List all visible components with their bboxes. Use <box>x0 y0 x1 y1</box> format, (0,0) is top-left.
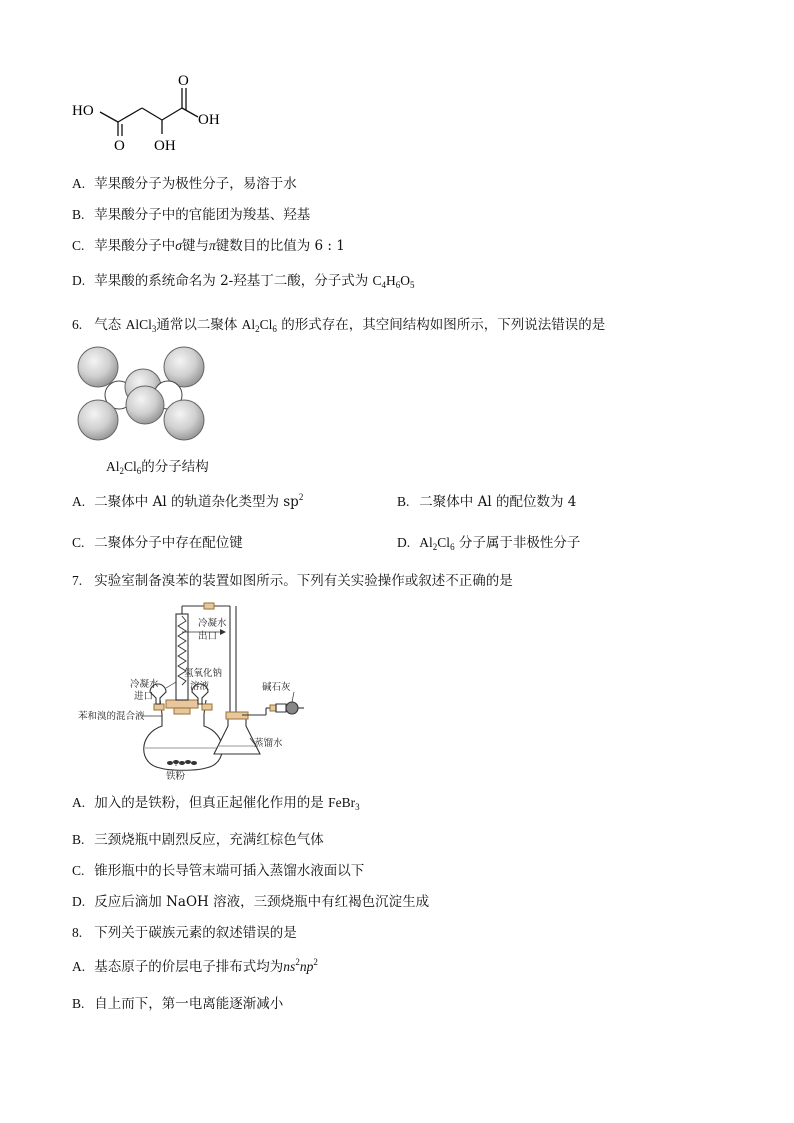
option-text: 反应后滴加 NaOH 溶液，三颈烧瓶中有红褐色沉淀生成 <box>94 894 430 910</box>
bromobenzene-apparatus <box>70 596 310 786</box>
stem-text: 通常以二聚体 <box>156 317 242 333</box>
option-label: B. <box>397 494 410 509</box>
q6-option-d[interactable] <box>397 531 580 552</box>
option-label: B. <box>72 996 85 1011</box>
stem-text: 实验室制备溴苯的装置如图所示。下列有关实验操作或叙述不正确的是 <box>94 573 513 589</box>
option-text-pre: 苹果酸的系统命名为 2-羟基丁二酸，分子式为 <box>94 273 373 289</box>
stopper <box>174 708 190 714</box>
formula: FeBr <box>328 795 356 810</box>
formula-sub: 2 <box>432 542 438 552</box>
formula: AlCl <box>125 317 152 332</box>
option-text: 二聚体中 Al 的轨道杂化类型为 sp <box>94 494 299 510</box>
option-label: A. <box>72 795 86 810</box>
option-text-pre: 苹果酸分子中 <box>94 238 176 254</box>
iron-powder <box>167 760 197 765</box>
cl-atom <box>126 386 164 424</box>
option-text: 苹果酸分子为极性分子，易溶于水 <box>94 176 297 192</box>
formula-o: O <box>400 273 411 288</box>
label-water: 蒸馏水 <box>254 738 283 749</box>
option-text: 分子属于非极性分子 <box>454 535 581 551</box>
formula-sub: 3 <box>151 324 157 334</box>
q8-option-b[interactable] <box>72 992 283 1012</box>
tube-joint <box>204 603 214 609</box>
label-condenser-in-2: 进口 <box>134 691 154 702</box>
q7-option-d[interactable] <box>72 890 429 910</box>
formula-c: C <box>372 273 382 288</box>
option-text-post: 键数目的比值为 6 : 1 <box>215 238 345 254</box>
option-text: 加入的是铁粉，但真正起催化作用的是 <box>94 795 329 811</box>
label-iron: 铁粉 <box>166 771 186 782</box>
malic-ho-left: HO <box>72 103 94 119</box>
sigma-symbol: σ <box>175 238 182 253</box>
q7-stem <box>72 569 513 589</box>
q6-option-b[interactable] <box>397 490 576 510</box>
label-condenser-out-1: 冷凝水 <box>198 618 227 629</box>
cl-atom <box>78 400 118 440</box>
option-label: A. <box>72 959 86 974</box>
formula: Al <box>241 317 256 332</box>
q8-stem <box>72 921 297 941</box>
condenser-tube <box>176 614 188 700</box>
option-text: 自上而下，第一电离能逐渐减小 <box>94 996 284 1012</box>
q8-option-a[interactable] <box>72 955 318 975</box>
malic-acid-structure <box>70 72 230 152</box>
formula: Al <box>106 459 120 474</box>
question-number: 8. <box>72 925 83 940</box>
q5-option-b[interactable] <box>72 203 310 223</box>
stopper <box>154 704 164 710</box>
q7-option-b[interactable] <box>72 828 324 848</box>
formula: Al <box>419 535 433 550</box>
drying-bulb <box>286 702 298 714</box>
formula-h: H <box>386 273 396 288</box>
pi-symbol: π <box>208 238 216 253</box>
question-number: 6. <box>72 317 83 332</box>
formula-sub: 4 <box>381 280 387 290</box>
q6-option-c[interactable] <box>72 531 243 551</box>
question-number: 7. <box>72 573 83 588</box>
al2cl6-caption <box>106 455 209 476</box>
formula: np <box>299 959 314 974</box>
stopper <box>202 704 212 710</box>
formula-sub: 6 <box>272 324 277 334</box>
malic-oh-bottom: OH <box>154 138 176 154</box>
formula-sub: 5 <box>410 280 415 290</box>
option-label: D. <box>397 535 411 550</box>
label-condenser-in-1: 冷凝水 <box>130 679 159 690</box>
cl-atom <box>164 400 204 440</box>
option-label: C. <box>72 863 85 878</box>
q6-stem <box>72 313 605 334</box>
q7-option-c[interactable] <box>72 859 364 879</box>
formula-sub: 3 <box>355 802 360 812</box>
formula-sup: 2 <box>313 957 318 967</box>
option-label: A. <box>72 176 86 191</box>
caption-text: 的分子结构 <box>141 459 209 475</box>
q5-option-d[interactable] <box>72 269 415 290</box>
option-text: 三颈烧瓶中剧烈反应，充满红棕色气体 <box>94 832 324 848</box>
option-label: B. <box>72 832 85 847</box>
malic-o-top: O <box>178 73 189 89</box>
formula: Cl <box>437 535 451 550</box>
label-naoh-2: 溶液 <box>190 681 210 692</box>
option-text: 基态原子的价层电子排布式均为 <box>94 959 284 975</box>
stem-text: 下列关于碳族元素的叙述错误的是 <box>94 925 297 941</box>
label-soda-lime: 碱石灰 <box>262 682 291 693</box>
option-text: 二聚体分子中存在配位键 <box>94 535 243 551</box>
option-label: C. <box>72 238 85 253</box>
formula: ns <box>283 959 296 974</box>
tube-joint <box>270 705 276 711</box>
formula: Cl <box>259 317 273 332</box>
al2cl6-molecule-model <box>76 343 216 453</box>
q7-option-a[interactable] <box>72 791 360 812</box>
cl-atom <box>78 347 118 387</box>
q6-option-a[interactable] <box>72 490 303 510</box>
option-text: 二聚体中 Al 的配位数为 4 <box>419 494 577 510</box>
option-text: 锥形瓶中的长导管末端可插入蒸馏水液面以下 <box>94 863 365 879</box>
label-condenser-out-2: 出口 <box>198 631 218 642</box>
option-label: B. <box>72 207 85 222</box>
formula-sub: 2 <box>119 466 124 476</box>
label-naoh-1: 氢氧化钠 <box>184 668 223 679</box>
formula-sub: 6 <box>136 466 142 476</box>
option-label: C. <box>72 535 85 550</box>
malic-oh-right: OH <box>198 112 220 128</box>
option-text-mid: 键与 <box>181 238 209 254</box>
stem-text: 气态 <box>94 317 126 333</box>
q5-option-a[interactable] <box>72 172 297 192</box>
drying-tube <box>276 704 286 712</box>
formula-sup: 2 <box>295 957 300 967</box>
formula-sub: 6 <box>395 280 401 290</box>
q5-option-c[interactable] <box>72 234 345 254</box>
stem-text: 的形式存在，其空间结构如图所示，下列说法错误的是 <box>276 317 606 333</box>
option-label: D. <box>72 894 86 909</box>
option-label: A. <box>72 494 86 509</box>
label-mixture: 苯和溴的混合液 <box>78 711 145 722</box>
formula-sub: 6 <box>450 542 455 552</box>
malic-o-bottom: O <box>114 138 125 154</box>
formula-sub: 2 <box>255 324 260 334</box>
formula: Cl <box>124 459 137 474</box>
option-text: 苹果酸分子中的官能团为羧基、羟基 <box>94 207 311 223</box>
formula-sup: 2 <box>298 492 304 502</box>
stopper <box>166 700 198 708</box>
option-label: D. <box>72 273 86 288</box>
